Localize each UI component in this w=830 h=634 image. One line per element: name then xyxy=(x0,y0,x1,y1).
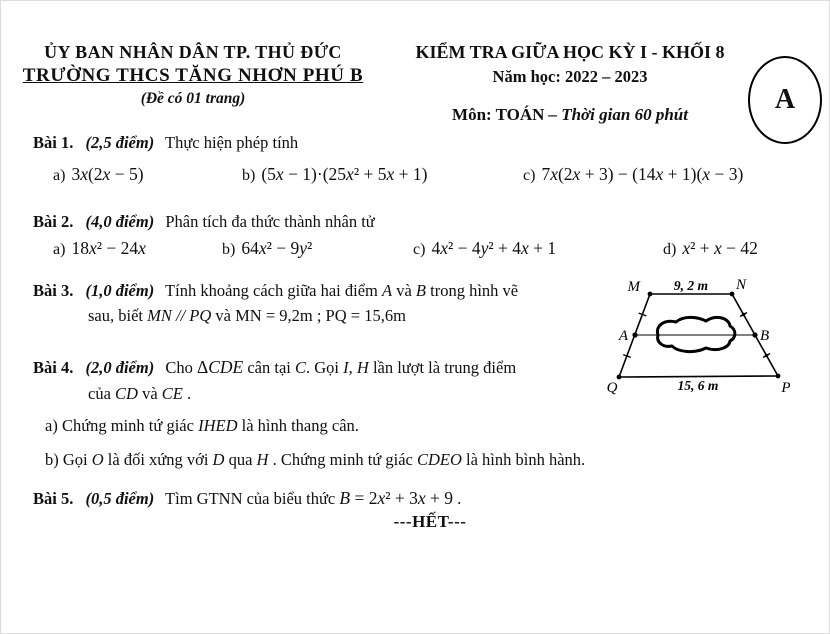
problem-4-text: là đối xứng với xyxy=(103,450,213,469)
point-c-ref: C xyxy=(295,358,307,377)
problem-3-text: sau, biết xyxy=(88,306,148,325)
segment-ce-ref: CE xyxy=(161,384,183,403)
formula-2d: x² + x − 42 xyxy=(682,238,758,258)
exam-duration: – Thời gian 60 phút xyxy=(548,105,688,124)
problem-5-label: Bài 5. xyxy=(33,489,74,508)
exam-title: KIỂM TRA GIỮA HỌC KỲ I - KHỐI 8 xyxy=(415,42,725,62)
problem-4-text: là hình bình hành. xyxy=(461,450,586,469)
item-key: c) xyxy=(413,241,426,258)
problem-2-label: Bài 2. xyxy=(33,212,74,231)
end-marker: ---HẾT--- xyxy=(393,512,467,531)
school-authority: ỦY BAN NHÂN DÂN TP. THỦ ĐỨC xyxy=(44,42,342,62)
problem-3-text: và xyxy=(392,281,416,300)
exam-header xyxy=(392,42,748,125)
figure-label-b: B xyxy=(760,328,770,344)
problem-4-text: . xyxy=(182,384,192,403)
subject-name: Môn: TOÁN xyxy=(452,105,545,124)
problem-3-line2 xyxy=(88,306,406,326)
problem-4-points: (2,0 điểm) xyxy=(85,358,155,377)
figure-label-p: P xyxy=(781,380,791,396)
point-h-ref: H xyxy=(356,358,369,377)
figure-label-n: N xyxy=(736,277,747,293)
problem-4-text: lần lượt là trung điểm xyxy=(368,358,517,377)
problem-4-text: qua xyxy=(224,450,257,469)
problem-4-text: cân tại xyxy=(243,358,295,377)
problem-4-text: , xyxy=(348,358,357,377)
problem-4-text: b) Gọi xyxy=(45,450,92,469)
item-key: c) xyxy=(523,167,536,184)
problem-3-points: (1,0 điểm) xyxy=(85,281,155,300)
problem-1-item-b xyxy=(242,164,427,185)
problem-3-text: và xyxy=(211,306,236,325)
formula-1c: 7x(2x + 3) − (14x + 1)(x − 3) xyxy=(541,164,744,184)
item-key: b) xyxy=(222,241,236,258)
item-key: a) xyxy=(53,241,66,258)
figure-bottom-length: 15, 6 m xyxy=(677,378,719,393)
problem-4-line2 xyxy=(88,384,191,404)
problem-4-item-b xyxy=(45,450,585,470)
problem-1-points: (2,5 điểm) xyxy=(85,133,155,152)
figure-top-length: 9, 2 m xyxy=(673,278,709,293)
page-count-note: (Đề có 01 trang) xyxy=(140,90,246,107)
problem-2-header xyxy=(33,212,375,232)
problem-4-header xyxy=(33,357,516,378)
quad-cdeo-ref: CDEO xyxy=(416,450,462,469)
quad-ihed-ref: IHED xyxy=(198,416,238,435)
problem-1-item-c xyxy=(523,164,743,185)
edge-qp xyxy=(619,376,778,377)
segment-cd-ref: CD xyxy=(115,384,138,403)
school-year: Năm học: 2022 – 2023 xyxy=(492,67,648,86)
figure-label-q: Q xyxy=(606,380,618,396)
problem-1-header xyxy=(33,133,298,153)
problem-5-points: (0,5 điểm) xyxy=(85,489,155,508)
parallel-statement: MN // PQ xyxy=(147,306,212,325)
pond-outline xyxy=(657,317,734,351)
problem-2-item-a xyxy=(53,238,146,259)
problem-2-title: Phân tích đa thức thành nhân tử xyxy=(165,212,375,231)
school-header xyxy=(14,42,372,108)
point-i-ref: I xyxy=(343,358,349,377)
problem-4-text: Cho xyxy=(165,358,197,377)
item-key: b) xyxy=(242,167,256,184)
measurements: MN = 9,2m ; PQ = 15,6m xyxy=(235,306,406,325)
formula-5: B = 2x² + 3x + 9 xyxy=(339,488,454,508)
problem-2-item-c xyxy=(413,238,556,259)
problem-3-header xyxy=(33,281,518,301)
problem-1-title: Thực hiện phép tính xyxy=(165,133,299,152)
school-name: TRƯỜNG THCS TĂNG NHƠN PHÚ B xyxy=(22,65,364,86)
item-key: d) xyxy=(663,241,677,258)
triangle-ref: ΔCDE xyxy=(196,357,244,377)
problem-3-label: Bài 3. xyxy=(33,281,74,300)
problem-3-text: Tính khoảng cách giữa hai điểm xyxy=(165,281,382,300)
point-h-ref: H xyxy=(256,450,269,469)
problem-4-text: là hình thang cân. xyxy=(237,416,359,435)
formula-2a: 18x² − 24x xyxy=(71,238,146,258)
problem-4-item-a xyxy=(45,416,359,436)
formula-2b: 64x² − 9y² xyxy=(241,238,313,258)
problem-4-text: a) Chứng minh tứ giác xyxy=(45,416,199,435)
figure-label-a: A xyxy=(618,328,628,344)
problem-5-text: Tìm GTNN của biểu thức xyxy=(165,489,340,508)
point-b-ref: B xyxy=(415,281,427,300)
point-o-ref: O xyxy=(91,450,104,469)
subject-line xyxy=(392,105,748,125)
point-d-ref: D xyxy=(212,450,225,469)
problem-2-item-b xyxy=(222,238,312,259)
formula-1a: 3x(2x − 5) xyxy=(71,164,144,184)
geometry-figure xyxy=(588,272,830,397)
item-key: a) xyxy=(53,167,66,184)
problem-4-label: Bài 4. xyxy=(33,358,74,377)
formula-1b: (5x − 1)·(25x² + 5x + 1) xyxy=(261,164,428,184)
problem-2-item-d xyxy=(663,238,758,259)
problem-4-text: của xyxy=(88,384,116,403)
formula-2c: 4x² − 4y² + 4x + 1 xyxy=(431,238,557,258)
variant-letter: A xyxy=(774,84,796,115)
problem-4-text: . Gọi xyxy=(306,358,344,377)
problem-2-points: (4,0 điểm) xyxy=(85,212,155,231)
figure-label-m: M xyxy=(627,279,640,295)
variant-badge xyxy=(748,56,822,144)
problem-4-text: và xyxy=(137,384,162,403)
problem-5-text: . xyxy=(453,489,462,508)
problem-1-item-a xyxy=(53,164,144,185)
problem-4-text: . Chứng minh tứ giác xyxy=(268,450,417,469)
problem-1-label: Bài 1. xyxy=(33,133,74,152)
problem-5-header xyxy=(33,488,461,509)
point-a-ref: A xyxy=(382,281,393,300)
problem-3-text: trong hình vẽ xyxy=(426,281,519,300)
